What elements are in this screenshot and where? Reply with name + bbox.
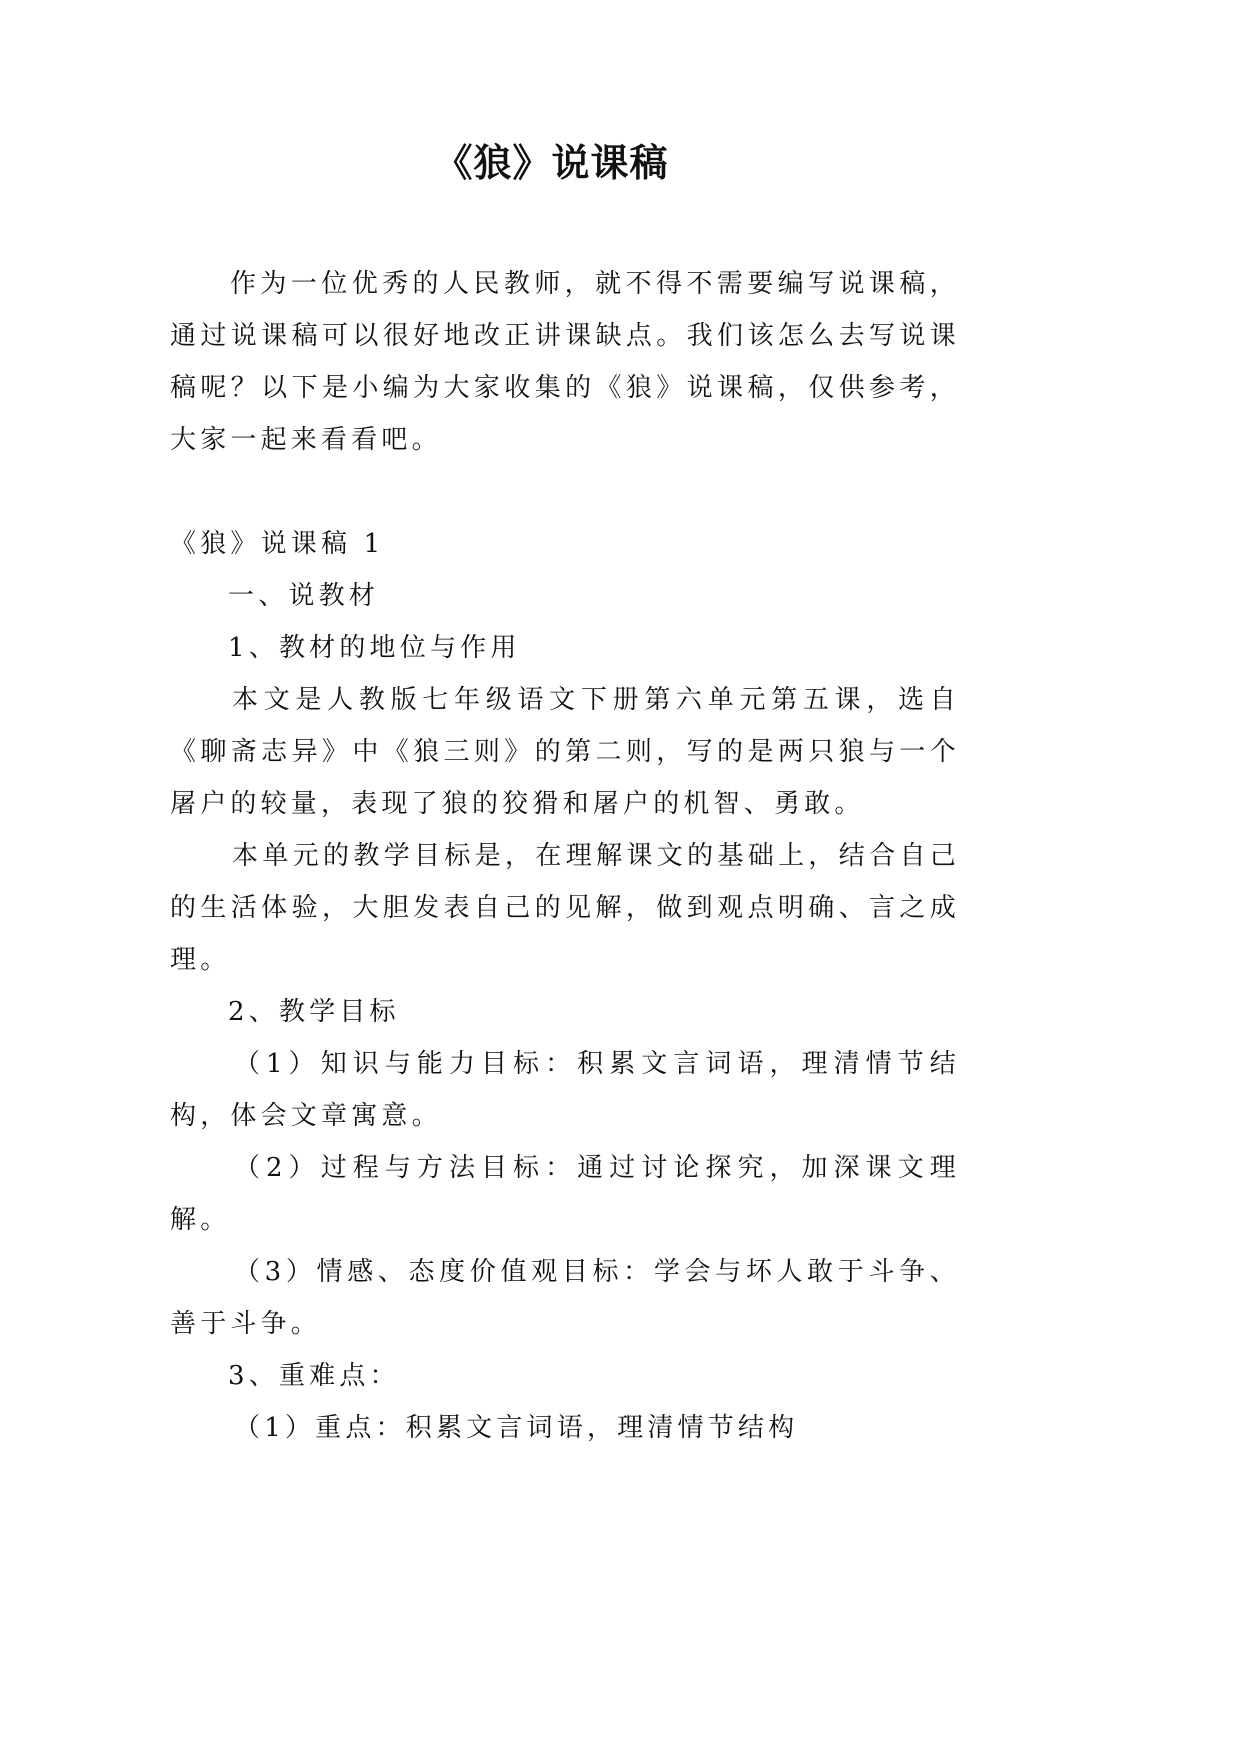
item1-heading: 1、教材的地位与作用 xyxy=(228,633,521,663)
keypoint-1: （1）重点：积累文言词语，理清情节结构 xyxy=(234,1413,799,1443)
item1-paragraph-2: 本单元的教学目标是，在理解课文的基础上，结合自己的生活体验，大胆发表自己的见解，做到观点明确、言之成理。 xyxy=(170,841,960,975)
goal-1: （1）知识与能力目标：积累文言词语，理清情节结构，体会文章寓意。 xyxy=(170,1049,960,1131)
part1-heading: 一、说教材 xyxy=(228,581,380,611)
document-title: 《狼》说课稿 xyxy=(434,141,669,185)
intro-paragraph: 作为一位优秀的人民教师，就不得不需要编写说课稿，通过说课稿可以很好地改正讲课缺点。我们该怎么去写说课稿呢？以下是小编为大家收集的《狼》说课稿，仅供参考，大家一起来看看吧。 xyxy=(170,269,960,455)
item3-heading: 3、重难点： xyxy=(228,1361,400,1391)
item1-paragraph-1: 本文是人教版七年级语文下册第六单元第五课，选自《聊斋志异》中《狼三则》的第二则，写的是两只狼与一个屠户的较量，表现了狼的狡猾和屠户的机智、勇敢。 xyxy=(170,685,960,819)
item2-heading: 2、教学目标 xyxy=(228,997,400,1027)
section-heading: 《狼》说课稿 1 xyxy=(170,529,385,559)
goal-3: （3）情感、态度价值观目标：学会与坏人敢于斗争、善于斗争。 xyxy=(170,1257,960,1339)
goal-2: （2）过程与方法目标：通过讨论探究，加深课文理解。 xyxy=(170,1153,960,1235)
document-body xyxy=(170,258,960,1454)
